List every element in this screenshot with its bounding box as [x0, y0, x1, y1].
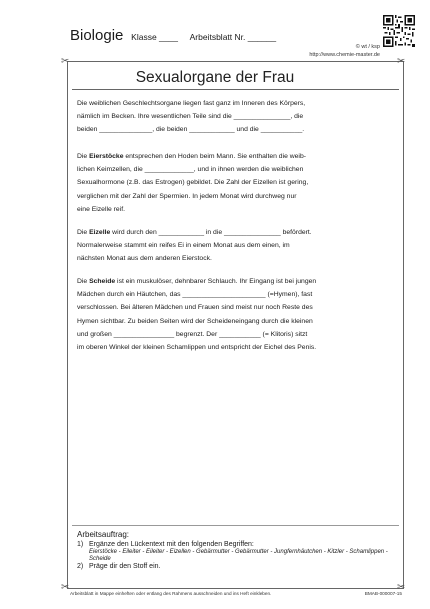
task-number: 2): [77, 563, 84, 571]
text-line: [77, 275, 395, 288]
text-line: Hymen sichtbar. Zu beiden Seiten wird der Scheideneingang durch die kleinen: [77, 317, 313, 325]
page-title: Sexualorgane der Frau: [135, 69, 295, 86]
term-list: Eierstöcke - Eileiter - Eileiter - Eizellen - Gebärmutter - Gebärmutter - Jungfernhäutchen - Kitzler - Schamlippen - Scheide: [89, 548, 388, 562]
text-line: im oberen Winkel der kleinen Schamlippen und entspricht der Eichel des Penis.: [77, 344, 317, 352]
text-line: eine Eizelle reif.: [77, 205, 125, 213]
text-line: verglichen mit der Zahl der Spermien. In jedem Monat wird durchweg nur: [77, 192, 297, 200]
title-divider: [72, 89, 399, 90]
credit-author: © wt / ksp: [355, 44, 380, 50]
text-line: Normalerweise stammt ein reifes Ei in einem Monat aus dem einen, im: [77, 242, 290, 250]
task-item-1: [77, 541, 397, 549]
text-line: Sexualhormone (z.B. das Estrogen) gebildet. Die Zahl der Eizellen ist gering,: [77, 179, 309, 187]
task-divider: [72, 525, 399, 526]
task-number: 1): [77, 541, 84, 548]
text-line: nächsten Monat aus dem anderen Eierstock.: [77, 255, 212, 263]
footer-instruction: Arbeitsblatt in Mappe einheften oder entlang des Rahmens ausschneiden und ins Heft einkleben.: [70, 591, 272, 596]
scissors-icon: ✂: [61, 56, 70, 67]
text-fragment: Die: [77, 153, 90, 160]
text-fragment: entsprechen den Hoden beim Mann. Sie enthalten die weib-: [123, 153, 306, 160]
text-line: beiden ______________, die beiden ____________ und die ___________.: [77, 126, 305, 134]
footer-code: BMAB-000007-15: [364, 591, 402, 596]
credit-url: http://www.chemie-master.de: [309, 52, 380, 58]
qr-code-icon: [383, 15, 415, 47]
keyword-scheide: Scheide: [89, 278, 116, 285]
credit-block: [309, 43, 380, 59]
paragraph-eierstoecke: [77, 150, 395, 216]
subject-label: Biologie: [70, 27, 124, 44]
text-fragment: wird durch den ____________ in die _______________ befördert.: [110, 229, 312, 236]
text-line: [77, 150, 395, 163]
text-fragment: ist ein muskulöser, dehnbarer Schlauch. Ihr Eingang ist bei jungen: [115, 278, 317, 285]
worksheet-header: [70, 27, 276, 44]
paragraph-overview: [77, 97, 395, 137]
scissors-icon: ✂: [61, 582, 70, 593]
arbeitsblatt-label: Arbeitsblatt Nr. ______: [189, 32, 277, 42]
text-line: verschlossen. Bei älteren Mädchen und Frauen sind meist nur noch Reste des: [77, 304, 313, 312]
text-fragment: Die: [77, 278, 90, 285]
keyword-eizelle: Eizelle: [89, 229, 111, 236]
text-line: [77, 226, 395, 239]
task-item-2: [77, 563, 397, 571]
task-text: Ergänze den Lückentext mit den folgenden Begriffen:: [89, 541, 254, 548]
text-fragment: Die: [77, 229, 90, 236]
scissors-icon: ✂: [397, 582, 406, 593]
task-heading: Arbeitsauftrag:: [77, 530, 130, 539]
text-line: Die weiblichen Geschlechtsorgane liegen fast ganz im Inneren des Körpers,: [77, 100, 306, 107]
task-section: [77, 530, 397, 571]
text-line: lichen Keimzellen, die _____________, und in ihnen werden die weiblichen: [77, 166, 304, 174]
keyword-eierstoecke: Eierstöcke: [89, 153, 124, 160]
paragraph-scheide: [77, 275, 395, 354]
text-line: Mädchen durch ein Häutchen, das ______________________ (=Hymen), fast: [77, 291, 313, 299]
klasse-label: Klasse ____: [131, 32, 178, 42]
text-line: nämlich im Becken. Ihre wesentlichen Teile sind die _______________, die: [77, 113, 304, 121]
task-text: Präge dir den Stoff ein.: [89, 563, 161, 571]
paragraph-eizelle: [77, 226, 395, 266]
text-line: und großen ________________ begrenzt. Der ___________ (= Klitoris) sitzt: [77, 330, 308, 338]
scissors-icon: ✂: [397, 56, 406, 67]
